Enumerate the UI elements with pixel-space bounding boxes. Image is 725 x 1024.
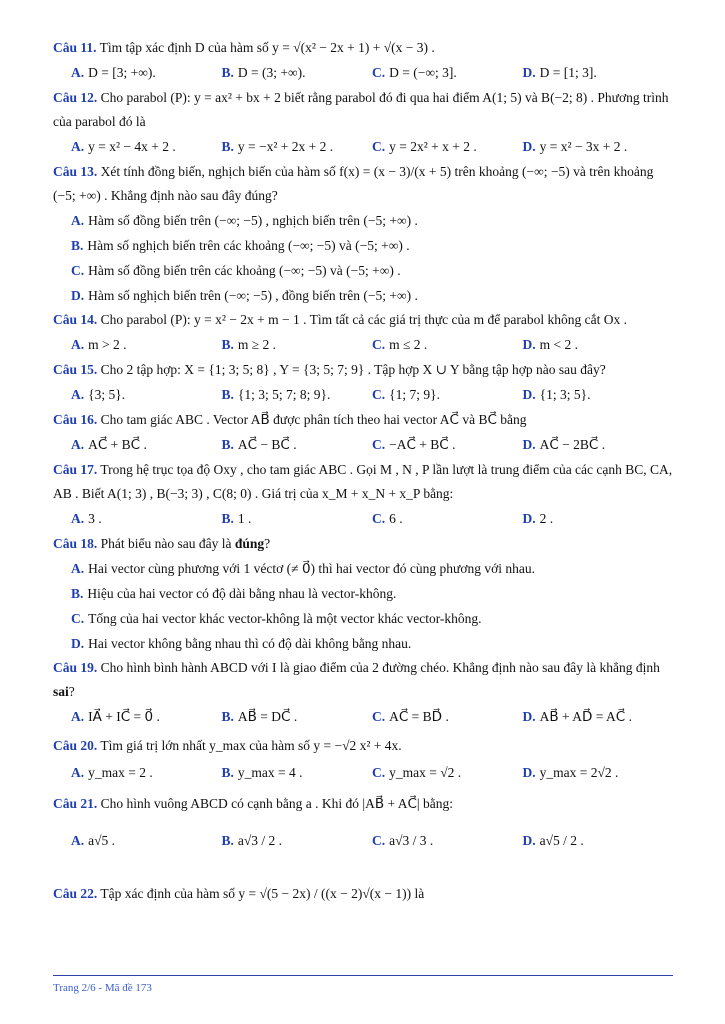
option-a[interactable]: A. a√5 . [71,833,116,848]
option-c[interactable]: C. Hàm số đồng biến trên các khoảng (−∞; −5) và (−5; +∞) . [71,263,401,278]
options-13 [53,208,673,308]
option-d[interactable]: D. y_max = 2√2 . [522,765,619,780]
options-11 [53,60,673,86]
option-b[interactable]: B. D = (3; +∞). [221,65,306,80]
option-b[interactable]: B. a√3 / 2 . [221,833,283,848]
options-12 [53,134,673,160]
option-d[interactable]: D. Hàm số nghịch biến trên (−∞; −5) , đồng biến trên (−5; +∞) . [71,288,418,303]
options-19 [53,704,673,730]
options-17 [53,506,673,532]
option-d[interactable]: D. D = [1; 3]. [522,65,597,80]
question-number: Câu 19. [53,660,98,675]
option-a[interactable]: A. m > 2 . [71,337,127,352]
option-a[interactable]: A. D = [3; +∞). [71,65,156,80]
option-b[interactable]: B. m ≥ 2 . [221,337,277,352]
question-11 [53,36,673,60]
question-number: Câu 16. [53,412,98,427]
question-21 [53,792,673,816]
question-number: Câu 15. [53,362,98,377]
question-16 [53,408,673,432]
option-c[interactable]: C. 6 . [372,511,403,526]
question-text: Tìm tập xác định D của hàm số y = √(x² − 2x + 1) + √(x − 3) . [99,40,435,55]
exam-page [53,36,673,908]
emphasis: đúng [234,536,265,551]
question-text: Cho parabol (P): y = ax² + bx + 2 biết rằng parabol đó đi qua hai điểm A(1; 5) và B(−2; 8) . Phương trình của parabol đó là [53,90,669,129]
option-b[interactable]: B. AB⃗ = DC⃗ . [221,709,298,724]
question-22 [53,880,673,908]
option-c[interactable]: C. D = (−∞; 3]. [372,65,457,80]
option-c[interactable]: C. Tổng của hai vector khác vector-không là một vector khác vector-không. [71,611,482,626]
option-b[interactable]: B. 1 . [221,511,252,526]
option-c[interactable]: C. y_max = √2 . [372,765,462,780]
option-b[interactable]: B. y_max = 4 . [221,765,303,780]
options-15 [53,382,673,408]
question-number: Câu 22. [53,886,98,901]
question-text: Cho 2 tập hợp: X = {1; 3; 5; 8} , Y = {3; 5; 7; 9} . Tập hợp X ∪ Y bằng tập hợp nào sau đây? [100,362,606,377]
option-d[interactable]: D. AB⃗ + AD⃗ = AC⃗ . [522,709,632,724]
option-b[interactable]: B. {1; 3; 5; 7; 8; 9}. [221,387,331,402]
question-text: Tìm giá trị lớn nhất y_max của hàm số y = −√2 x² + 4x. [100,738,402,753]
question-text: Trong hệ trục tọa độ Oxy , cho tam giác ABC . Gọi M , N , P lần lượt là trung điểm của các cạnh BC, CA, AB . Biết A(1; 3) , B(−3; 3) , C(8; 0) . Giá trị của x_M + x_N + x_P bằng: [53,462,673,501]
question-text: Cho tam giác ABC . Vector AB⃗ được phân tích theo hai vector AC⃗ và BC⃗ bằng [100,412,527,427]
option-a[interactable]: A. 3 . [71,511,102,526]
question-number: Câu 18. [53,536,98,551]
option-a[interactable]: A. Hai vector cùng phương với 1 véctơ (≠ 0⃗) thì hai vector đó cùng phương với nhau. [71,561,535,576]
option-d[interactable]: D. y = x² − 3x + 2 . [522,139,628,154]
option-c[interactable]: C. AC⃗ = BD⃗ . [372,709,449,724]
option-a[interactable]: A. AC⃗ + BC⃗ . [71,437,147,452]
question-18: Câu 18. Phát biểu nào sau đây là đúng? [53,536,271,551]
question-number: Câu 12. [53,90,98,105]
question-text: Tập xác định của hàm số y = √(5 − 2x) / ((x − 2)√(x − 1)) là [100,886,425,901]
option-d[interactable]: D. AC⃗ − 2BC⃗ . [522,437,606,452]
question-text: Cho hình vuông ABCD có cạnh bằng a . Khi đó |AB⃗ + AC⃗| bằng: [100,796,453,811]
option-b[interactable]: B. y = −x² + 2x + 2 . [221,139,334,154]
page-footer: Trang 2/6 - Mã đề 173 [53,982,152,994]
question-number: Câu 21. [53,796,98,811]
option-c[interactable]: C. −AC⃗ + BC⃗ . [372,437,456,452]
option-b[interactable]: B. Hiệu của hai vector có độ dài bằng nhau là vector-không. [71,586,397,601]
option-a[interactable]: A. y = x² − 4x + 2 . [71,139,176,154]
options-14 [53,332,673,358]
option-d[interactable]: D. a√5 / 2 . [522,833,584,848]
option-b[interactable]: B. Hàm số nghịch biến trên các khoảng (−∞; −5) và (−5; +∞) . [71,238,410,253]
footer-divider [53,975,673,976]
option-c[interactable]: C. {1; 7; 9}. [372,387,440,402]
option-d[interactable]: D. m < 2 . [522,337,578,352]
question-19: Câu 19. Cho hình bình hành ABCD với I là giao điểm của 2 đường chéo. Khẳng định nào sau đây là khẳng định sai? [53,660,660,699]
option-d[interactable]: D. 2 . [522,511,554,526]
question-12 [53,86,673,134]
option-c[interactable]: C. m ≤ 2 . [372,337,428,352]
options-21 [53,816,673,866]
option-a[interactable]: A. y_max = 2 . [71,765,153,780]
question-number: Câu 17. [53,462,98,477]
question-20 [53,734,673,758]
question-15 [53,358,673,382]
option-a[interactable]: A. IA⃗ + IC⃗ = 0⃗ . [71,709,160,724]
question-number: Câu 11. [53,40,97,55]
question-number: Câu 14. [53,312,98,327]
question-13 [53,160,673,208]
option-b[interactable]: B. AC⃗ − BC⃗ . [221,437,297,452]
option-c[interactable]: C. y = 2x² + x + 2 . [372,139,477,154]
question-14 [53,308,673,332]
options-20 [53,758,673,788]
option-d[interactable]: D. Hai vector không bằng nhau thì có độ dài không bằng nhau. [71,636,412,651]
question-text: Cho parabol (P): y = x² − 2x + m − 1 . Tìm tất cả các giá trị thực của m để parabol không cắt Ox . [100,312,627,327]
emphasis: sai [53,684,69,699]
question-number: Câu 20. [53,738,98,753]
question-text: Xét tính đồng biến, nghịch biến của hàm số f(x) = (x − 3)/(x + 5) trên khoảng (−∞; −5) và trên khoảng (−5; +∞) . Khẳng định nào sau đây đúng? [53,164,654,203]
option-a[interactable]: A. {3; 5}. [71,387,126,402]
options-16 [53,432,673,458]
option-d[interactable]: D. {1; 3; 5}. [522,387,591,402]
option-c[interactable]: C. a√3 / 3 . [372,833,434,848]
question-17 [53,458,673,506]
question-number: Câu 13. [53,164,98,179]
options-18 [53,556,673,656]
option-a[interactable]: A. Hàm số đồng biến trên (−∞; −5) , nghịch biến trên (−5; +∞) . [71,213,418,228]
